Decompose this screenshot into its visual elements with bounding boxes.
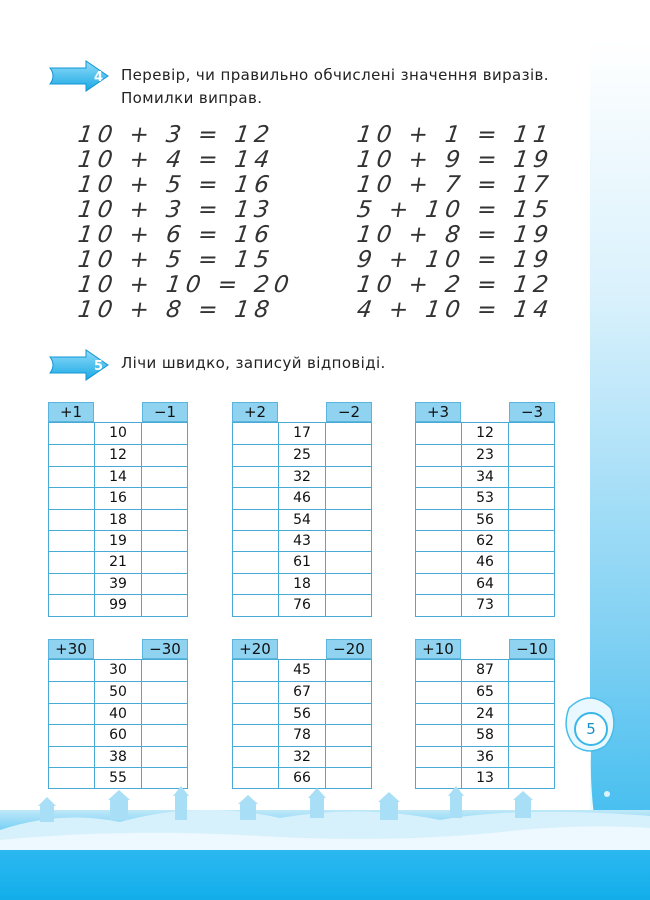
answer-cell[interactable] — [142, 595, 187, 615]
answer-cell[interactable] — [49, 595, 94, 615]
answer-cell[interactable] — [233, 531, 278, 551]
minus-header: −30 — [142, 639, 188, 659]
expressions-right-column — [357, 123, 553, 323]
count-table-plus20-minus20 — [232, 639, 372, 789]
value-cell: 76 — [278, 595, 325, 615]
answer-cell[interactable] — [326, 574, 371, 594]
value-cell: 30 — [94, 660, 141, 681]
table-row — [416, 466, 554, 487]
answer-cell[interactable] — [233, 682, 278, 702]
value-cell: 67 — [278, 682, 325, 702]
answer-cell[interactable] — [49, 445, 94, 465]
answer-cell[interactable] — [326, 423, 371, 444]
table-row — [416, 551, 554, 572]
answer-cell[interactable] — [233, 467, 278, 487]
count-table-plus10-minus10 — [415, 639, 555, 789]
answer-cell[interactable] — [416, 552, 461, 572]
expression: 10 + 2 = 12 — [355, 272, 555, 298]
answer-cell[interactable] — [233, 488, 278, 508]
expression: 10 + 8 = 18 — [76, 297, 276, 323]
table-row — [49, 594, 187, 615]
answer-cell[interactable] — [509, 552, 554, 572]
task-5-number: 5 — [94, 359, 104, 374]
answer-cell[interactable] — [142, 445, 187, 465]
expression: 10 + 4 = 14 — [76, 147, 276, 173]
answer-cell[interactable] — [416, 488, 461, 508]
answer-cell[interactable] — [326, 467, 371, 487]
answer-cell[interactable] — [142, 704, 187, 724]
answer-cell[interactable] — [326, 682, 371, 702]
answer-cell[interactable] — [233, 725, 278, 745]
expression: 10 + 1 = 11 — [355, 122, 555, 148]
value-cell: 50 — [94, 682, 141, 702]
expression: 10 + 3 = 13 — [76, 197, 276, 223]
value-cell: 78 — [278, 725, 325, 745]
answer-cell[interactable] — [142, 423, 187, 444]
table-row — [233, 746, 371, 767]
value-cell: 87 — [461, 660, 508, 681]
expression: 10 + 10 = 20 — [76, 272, 296, 298]
answer-cell[interactable] — [326, 725, 371, 745]
answer-cell[interactable] — [49, 510, 94, 530]
answer-cell[interactable] — [142, 725, 187, 745]
answer-cell[interactable] — [233, 423, 278, 444]
table-row — [416, 573, 554, 594]
answer-cell[interactable] — [326, 595, 371, 615]
answer-cell[interactable] — [49, 574, 94, 594]
count-table-plus30-minus30 — [48, 639, 188, 789]
expression: 10 + 6 = 16 — [76, 222, 276, 248]
answer-cell[interactable] — [49, 488, 94, 508]
answer-cell[interactable] — [416, 574, 461, 594]
value-cell: 45 — [278, 660, 325, 681]
answer-cell[interactable] — [49, 682, 94, 702]
table-row — [233, 509, 371, 530]
value-cell: 43 — [278, 531, 325, 551]
expressions-left-column — [78, 123, 294, 323]
table-row — [233, 573, 371, 594]
table-row — [416, 487, 554, 508]
answer-cell[interactable] — [509, 445, 554, 465]
table-row — [233, 660, 371, 681]
table-row — [416, 530, 554, 551]
answer-cell[interactable] — [233, 552, 278, 572]
answer-cell[interactable] — [509, 423, 554, 444]
table-row — [233, 487, 371, 508]
value-cell: 32 — [278, 467, 325, 487]
value-cell: 54 — [278, 510, 325, 530]
answer-cell[interactable] — [509, 595, 554, 615]
value-cell: 61 — [278, 552, 325, 572]
answer-cell[interactable] — [416, 531, 461, 551]
table-row — [416, 423, 554, 444]
value-cell: 55 — [94, 768, 141, 788]
value-cell: 56 — [278, 704, 325, 724]
answer-cell[interactable] — [326, 747, 371, 767]
table-row — [233, 444, 371, 465]
answer-cell[interactable] — [49, 552, 94, 572]
answer-cell[interactable] — [49, 747, 94, 767]
value-cell: 56 — [461, 510, 508, 530]
answer-cell[interactable] — [416, 510, 461, 530]
value-cell: 64 — [461, 574, 508, 594]
expression: 10 + 8 = 19 — [355, 222, 555, 248]
answer-cell[interactable] — [416, 704, 461, 724]
answer-cell[interactable] — [233, 660, 278, 681]
table-row — [233, 423, 371, 444]
expression: 4 + 10 = 14 — [355, 297, 555, 323]
answer-cell[interactable] — [509, 488, 554, 508]
table-row — [49, 466, 187, 487]
answer-cell[interactable] — [49, 660, 94, 681]
answer-cell[interactable] — [233, 704, 278, 724]
table-row — [49, 746, 187, 767]
value-cell: 34 — [461, 467, 508, 487]
answer-cell[interactable] — [416, 725, 461, 745]
value-cell: 24 — [461, 704, 508, 724]
answer-cell[interactable] — [142, 552, 187, 572]
value-cell: 39 — [94, 574, 141, 594]
value-cell: 18 — [94, 510, 141, 530]
answer-cell[interactable] — [509, 682, 554, 702]
value-cell: 65 — [461, 682, 508, 702]
value-cell: 62 — [461, 531, 508, 551]
minus-header: −1 — [142, 402, 188, 422]
value-cell: 36 — [461, 747, 508, 767]
answer-cell[interactable] — [142, 531, 187, 551]
page-number-badge: 5 — [574, 712, 608, 746]
value-cell: 32 — [278, 747, 325, 767]
expression: 10 + 9 = 19 — [355, 147, 555, 173]
answer-cell[interactable] — [509, 747, 554, 767]
answer-cell[interactable] — [49, 423, 94, 444]
table-row — [416, 444, 554, 465]
table-row — [49, 703, 187, 724]
table-row — [49, 573, 187, 594]
task-4-number: 4 — [94, 70, 104, 85]
answer-cell[interactable] — [142, 747, 187, 767]
value-cell: 58 — [461, 725, 508, 745]
table-row — [233, 530, 371, 551]
answer-cell[interactable] — [142, 467, 187, 487]
answer-cell[interactable] — [416, 682, 461, 702]
answer-cell[interactable] — [416, 660, 461, 681]
value-cell: 19 — [94, 531, 141, 551]
expression: 10 + 5 = 16 — [76, 172, 276, 198]
table-row — [233, 551, 371, 572]
answer-cell[interactable] — [142, 682, 187, 702]
table-row — [49, 509, 187, 530]
table-row — [49, 530, 187, 551]
answer-cell[interactable] — [509, 574, 554, 594]
minus-header: −2 — [326, 402, 372, 422]
count-table-plus1-minus1 — [48, 402, 188, 617]
table-row — [416, 509, 554, 530]
table-row — [233, 466, 371, 487]
answer-cell[interactable] — [326, 488, 371, 508]
answer-cell[interactable] — [326, 704, 371, 724]
table-row — [49, 444, 187, 465]
table-row — [49, 487, 187, 508]
value-cell: 18 — [278, 574, 325, 594]
answer-cell[interactable] — [49, 467, 94, 487]
answer-cell[interactable] — [416, 423, 461, 444]
value-cell: 46 — [278, 488, 325, 508]
table-row — [416, 724, 554, 745]
answer-cell[interactable] — [509, 725, 554, 745]
answer-cell[interactable] — [49, 704, 94, 724]
answer-cell[interactable] — [326, 510, 371, 530]
minus-header: −20 — [326, 639, 372, 659]
answer-cell[interactable] — [416, 595, 461, 615]
answer-cell[interactable] — [416, 467, 461, 487]
answer-cell[interactable] — [233, 595, 278, 615]
value-cell: 12 — [461, 423, 508, 444]
value-cell: 60 — [94, 725, 141, 745]
value-cell: 14 — [94, 467, 141, 487]
answer-cell[interactable] — [142, 660, 187, 681]
value-cell: 38 — [94, 747, 141, 767]
expression: 10 + 5 = 15 — [76, 247, 276, 273]
plus-header: +3 — [415, 402, 461, 422]
value-cell: 12 — [94, 445, 141, 465]
answer-cell[interactable] — [142, 488, 187, 508]
plus-header: +30 — [48, 639, 94, 659]
task-4-line-2: Помилки виправ. — [121, 89, 263, 107]
table-row — [233, 594, 371, 615]
answer-cell[interactable] — [416, 445, 461, 465]
village-silhouette-icon — [0, 770, 650, 850]
task-5-instruction: Лічи швидко, записуй відповіді. — [121, 354, 386, 372]
table-row — [233, 703, 371, 724]
answer-cell[interactable] — [326, 660, 371, 681]
table-row — [49, 681, 187, 702]
expression: 5 + 10 = 15 — [355, 197, 555, 223]
table-row — [49, 551, 187, 572]
count-table-plus3-minus3 — [415, 402, 555, 617]
count-table-plus2-minus2 — [232, 402, 372, 617]
expression: 10 + 7 = 17 — [355, 172, 555, 198]
answer-cell[interactable] — [49, 725, 94, 745]
expression: 10 + 3 = 12 — [76, 122, 276, 148]
answer-cell[interactable] — [233, 747, 278, 767]
value-cell: 46 — [461, 552, 508, 572]
bottom-decoration — [0, 810, 650, 900]
value-cell: 40 — [94, 704, 141, 724]
answer-cell[interactable] — [49, 531, 94, 551]
value-cell: 10 — [94, 423, 141, 444]
answer-cell[interactable] — [326, 445, 371, 465]
answer-cell[interactable] — [509, 660, 554, 681]
table-row — [416, 660, 554, 681]
answer-cell[interactable] — [233, 510, 278, 530]
table-row — [416, 594, 554, 615]
table-row — [233, 724, 371, 745]
answer-cell[interactable] — [509, 531, 554, 551]
answer-cell[interactable] — [142, 574, 187, 594]
answer-cell[interactable] — [326, 531, 371, 551]
answer-cell[interactable] — [509, 467, 554, 487]
task-4-instruction — [121, 64, 549, 110]
plus-header: +2 — [232, 402, 278, 422]
answer-cell[interactable] — [233, 445, 278, 465]
plus-header: +1 — [48, 402, 94, 422]
value-cell: 53 — [461, 488, 508, 508]
table-row — [416, 703, 554, 724]
answer-cell[interactable] — [416, 747, 461, 767]
value-cell: 17 — [278, 423, 325, 444]
answer-cell[interactable] — [142, 510, 187, 530]
task-5-arrow-icon — [48, 349, 110, 381]
value-cell: 66 — [278, 768, 325, 788]
minus-header: −3 — [509, 402, 555, 422]
answer-cell[interactable] — [509, 704, 554, 724]
answer-cell[interactable] — [326, 552, 371, 572]
plus-header: +20 — [232, 639, 278, 659]
table-row — [233, 681, 371, 702]
table-row — [49, 724, 187, 745]
minus-header: −10 — [509, 639, 555, 659]
answer-cell[interactable] — [233, 574, 278, 594]
value-cell: 21 — [94, 552, 141, 572]
table-row — [416, 681, 554, 702]
table-row — [416, 746, 554, 767]
expression: 9 + 10 = 19 — [355, 247, 555, 273]
task-4-arrow-icon — [48, 60, 110, 92]
value-cell: 73 — [461, 595, 508, 615]
plus-header: +10 — [415, 639, 461, 659]
table-row — [49, 660, 187, 681]
value-cell: 99 — [94, 595, 141, 615]
task-4-line-1: Перевір, чи правильно обчислені значення виразів. — [121, 66, 549, 84]
value-cell: 25 — [278, 445, 325, 465]
answer-cell[interactable] — [509, 510, 554, 530]
table-row — [49, 423, 187, 444]
value-cell: 16 — [94, 488, 141, 508]
value-cell: 13 — [461, 768, 508, 788]
value-cell: 23 — [461, 445, 508, 465]
